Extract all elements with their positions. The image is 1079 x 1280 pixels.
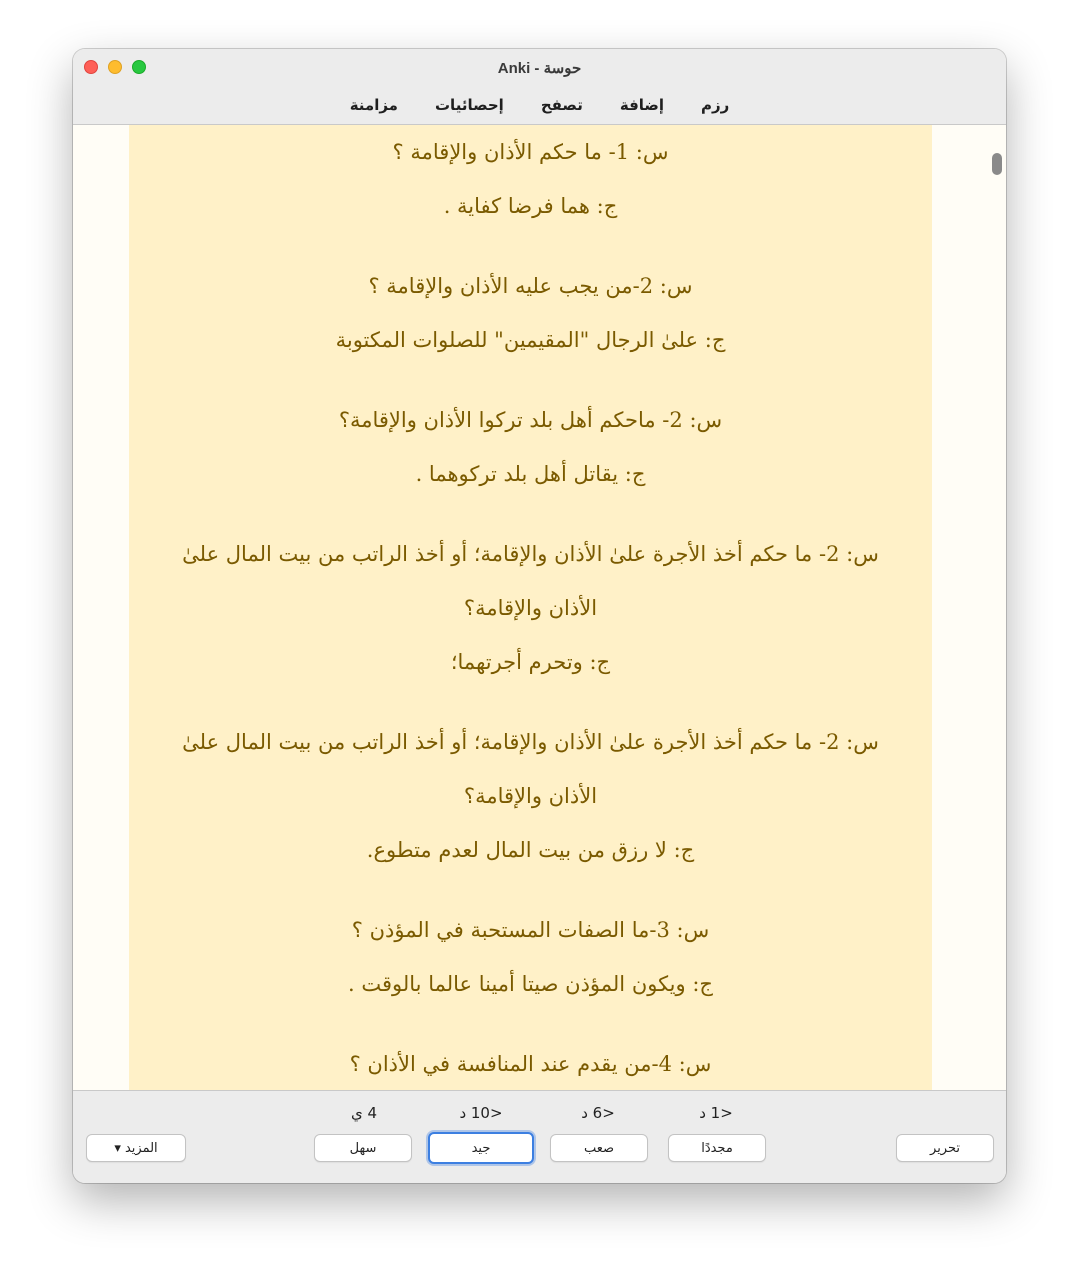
answer-line: ج: وتحرم أجرتهما؛ [450, 650, 611, 674]
interval-hard: <6 د [581, 1104, 615, 1122]
menu-browse[interactable]: تصفح [540, 96, 583, 114]
line-gap [157, 501, 904, 527]
zoom-window-button[interactable] [132, 60, 146, 74]
menu-decks[interactable]: رزم [701, 96, 730, 114]
question-line: س: 3-ما الصفات المستحبة في المؤذن ؟ [351, 918, 710, 942]
title-bar [73, 49, 1006, 86]
question-line: س: 2- ماحكم أهل بلد تركوا الأذان والإقامة؟ [338, 408, 723, 432]
minimize-window-button[interactable] [108, 60, 122, 74]
line-gap [157, 367, 904, 393]
card-content [129, 125, 932, 1090]
line-gap [157, 233, 904, 259]
easy-button[interactable]: سهل [314, 1134, 412, 1162]
window-title: Anki - حوسة [497, 59, 582, 77]
question-line: س: 1- ما حكم الأذان والإقامة ؟ [392, 140, 669, 164]
question-line: س: 2- ما حكم أخذ الأجرة علىٰ الأذان والإقامة؛ أو أخذ الراتب من بيت المال علىٰ الأذان والإقامة؟ [182, 730, 879, 808]
more-button[interactable]: المزيد ▾ [86, 1134, 186, 1162]
menu-add[interactable]: إضافة [619, 96, 665, 114]
line-gap [157, 877, 904, 903]
answer-bar [73, 1090, 1006, 1183]
answer-line: ج: هما فرضا كفاية . [443, 194, 618, 218]
menu-sync[interactable]: مزامنة [349, 96, 398, 114]
answer-line: ج: لا رزق من بيت المال لعدم متطوع. [366, 838, 695, 862]
menu-stats[interactable]: إحصائيات [434, 96, 504, 114]
card-viewer[interactable] [73, 125, 1006, 1090]
anki-window [73, 49, 1006, 1183]
good-button[interactable]: جيد [428, 1132, 534, 1164]
close-window-button[interactable] [84, 60, 98, 74]
interval-good: <10 د [459, 1104, 503, 1122]
interval-again: <1 د [699, 1104, 733, 1122]
answer-line: ج: يقاتل أهل بلد تركوهما . [415, 462, 646, 486]
question-line: س: 2-من يجب عليه الأذان والإقامة ؟ [368, 274, 693, 298]
scrollbar-thumb[interactable] [992, 153, 1002, 175]
again-button[interactable]: مجددًا [668, 1134, 766, 1162]
qa-text [129, 125, 932, 1090]
main-toolbar [73, 86, 1006, 125]
line-gap [157, 689, 904, 715]
question-line: س: 4-من يقدم عند المنافسة في الأذان ؟ [349, 1052, 712, 1076]
edit-button[interactable]: تحرير [896, 1134, 994, 1162]
window-controls [84, 60, 146, 74]
question-line: س: 2- ما حكم أخذ الأجرة علىٰ الأذان والإقامة؛ أو أخذ الراتب من بيت المال علىٰ الأذان والإقامة؟ [182, 542, 879, 620]
answer-line: ج: علىٰ الرجال "المقيمين" للصلوات المكتوبة [335, 328, 726, 352]
interval-easy: 4 ي [350, 1104, 378, 1122]
line-gap [157, 1011, 904, 1037]
hard-button[interactable]: صعب [550, 1134, 648, 1162]
answer-line: ج: ويكون المؤذن صيتا أمينا عالما بالوقت . [348, 972, 713, 996]
